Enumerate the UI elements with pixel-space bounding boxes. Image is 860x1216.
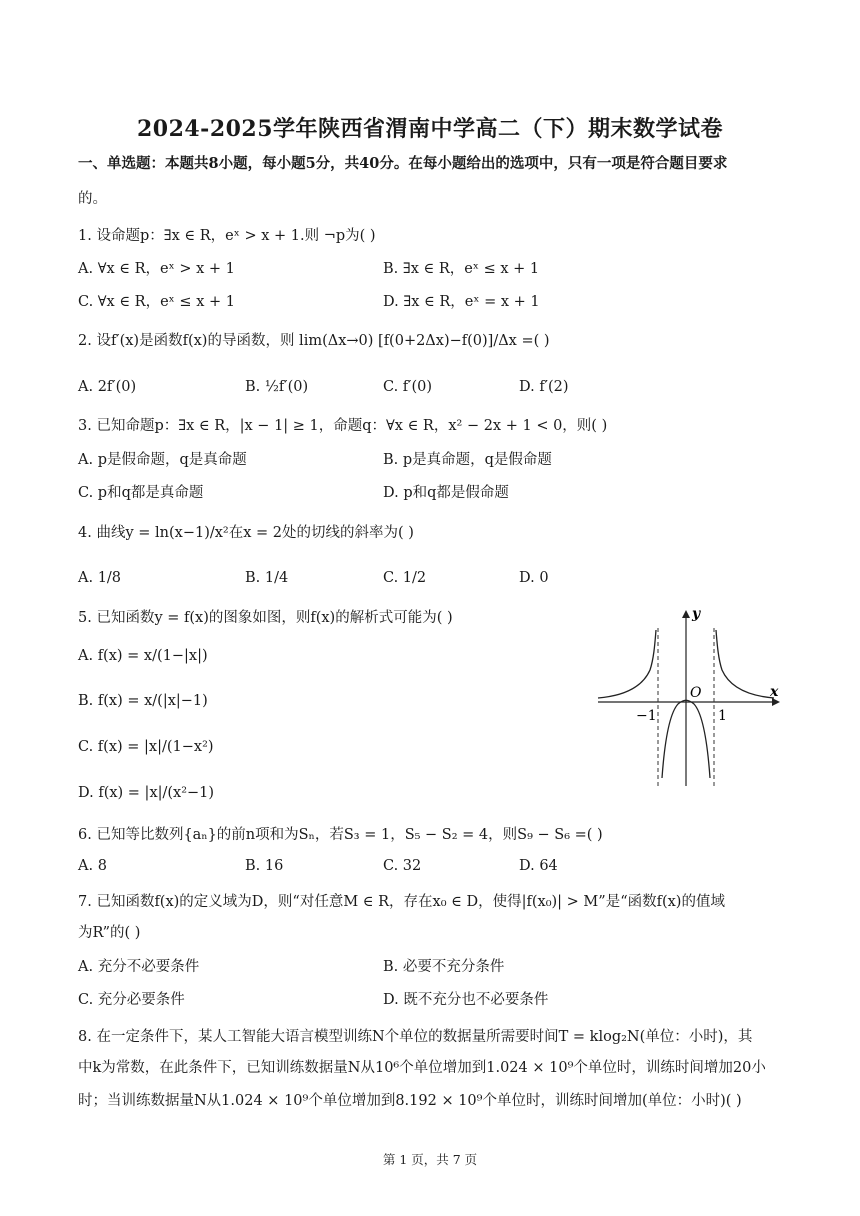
q4-option-c: C. 1/2 bbox=[383, 570, 427, 586]
q5-option-d: D. f(x) = |x|/(x²−1) bbox=[78, 785, 215, 801]
tick-label-one: 1 bbox=[718, 708, 727, 724]
question-2-stem: 2. 设f′(x)是函数f(x)的导函数，则 lim(Δx→0) [f(0+2Δx)−f(0)]/Δx =( ) bbox=[78, 333, 550, 349]
q2-option-b: B. ½f′(0) bbox=[245, 379, 309, 395]
q2-option-c: C. f′(0) bbox=[383, 379, 432, 395]
q3-option-d: D. p和q都是假命题 bbox=[383, 485, 509, 501]
x-axis-label: x bbox=[770, 684, 779, 700]
question-4-stem: 4. 曲线y = ln(x−1)/x²在x = 2处的切线的斜率为( ) bbox=[78, 525, 414, 541]
q1-option-b: B. ∃x ∈ R，eˣ ≤ x + 1 bbox=[383, 261, 540, 277]
page-footer: 第 1 页，共 7 页 bbox=[382, 1152, 478, 1167]
origin-label: O bbox=[690, 685, 702, 701]
curve-left-branch bbox=[598, 630, 656, 698]
tick-label-neg-one: −1 bbox=[636, 708, 657, 724]
q3-option-b: B. p是真命题，q是假命题 bbox=[383, 452, 552, 468]
function-graph bbox=[592, 600, 792, 790]
question-6-stem: 6. 已知等比数列{aₙ}的前n项和为Sₙ，若S₃ = 1，S₅ − S₂ = 4，则S₉ − S₆ =( ) bbox=[78, 827, 603, 843]
y-axis-label: y bbox=[692, 606, 701, 622]
q6-option-b: B. 16 bbox=[245, 858, 284, 874]
q2-option-d: D. f′(2) bbox=[519, 379, 569, 395]
q5-option-c: C. f(x) = |x|/(1−x²) bbox=[78, 739, 214, 755]
section-heading-cont: 的。 bbox=[78, 191, 107, 207]
question-8-stem-cont-1: 中k为常数，在此条件下，已知训练数据量N从10⁶个单位增加到1.024 × 10⁹个单位时，训练时间增加20小 bbox=[78, 1060, 766, 1076]
section-heading: 一、单选题：本题共8小题，每小题5分，共40分。在每小题给出的选项中，只有一项是符合题目要求 bbox=[78, 155, 728, 172]
q6-option-d: D. 64 bbox=[519, 858, 558, 874]
q1-option-a: A. ∀x ∈ R，eˣ > x + 1 bbox=[78, 261, 235, 277]
q7-option-d: D. 既不充分也不必要条件 bbox=[383, 992, 549, 1008]
q5-option-a: A. f(x) = x/(1−|x|) bbox=[78, 648, 208, 664]
page-title: 2024-2025学年陕西省渭南中学高二（下）期末数学试卷 bbox=[136, 116, 724, 142]
curve-right-branch bbox=[716, 630, 774, 698]
question-7-stem-cont: 为R”的( ) bbox=[78, 925, 141, 941]
q2-option-a: A. 2f′(0) bbox=[78, 379, 137, 395]
q4-option-b: B. 1/4 bbox=[245, 570, 289, 586]
q1-option-c: C. ∀x ∈ R，eˣ ≤ x + 1 bbox=[78, 294, 235, 310]
question-5-stem: 5. 已知函数y = f(x)的图象如图，则f(x)的解析式可能为( ) bbox=[78, 610, 453, 626]
y-axis-arrow bbox=[682, 610, 690, 618]
question-8-stem-cont-2: 时；当训练数据量N从1.024 × 10⁹个单位增加到8.192 × 10⁹个单位时，训练时间增加(单位：小时)( ) bbox=[78, 1093, 742, 1109]
q3-option-c: C. p和q都是真命题 bbox=[78, 485, 204, 501]
q6-option-a: A. 8 bbox=[78, 858, 107, 874]
q4-option-a: A. 1/8 bbox=[78, 570, 122, 586]
q3-option-a: A. p是假命题，q是真命题 bbox=[78, 452, 247, 468]
question-3-stem: 3. 已知命题p：∃x ∈ R，|x − 1| ≥ 1，命题q：∀x ∈ R，x² − 2x + 1 < 0，则( ) bbox=[78, 418, 608, 434]
question-7-stem: 7. 已知函数f(x)的定义域为D，则“对任意M ∈ R，存在x₀ ∈ D，使得|f(x₀)| > M”是“函数f(x)的值域 bbox=[78, 894, 725, 910]
q4-option-d: D. 0 bbox=[519, 570, 549, 586]
q6-option-c: C. 32 bbox=[383, 858, 422, 874]
q5-option-b: B. f(x) = x/(|x|−1) bbox=[78, 693, 208, 709]
q7-option-a: A. 充分不必要条件 bbox=[78, 959, 200, 975]
q7-option-c: C. 充分必要条件 bbox=[78, 992, 185, 1008]
q1-option-d: D. ∃x ∈ R，eˣ = x + 1 bbox=[383, 294, 540, 310]
question-1-stem: 1. 设命题p：∃x ∈ R，eˣ > x + 1.则 ¬p为( ) bbox=[78, 228, 376, 244]
q7-option-b: B. 必要不充分条件 bbox=[383, 959, 505, 975]
question-8-stem: 8. 在一定条件下，某人工智能大语言模型训练N个单位的数据量所需要时间T = klog₂N(单位：小时)，其 bbox=[78, 1029, 753, 1045]
